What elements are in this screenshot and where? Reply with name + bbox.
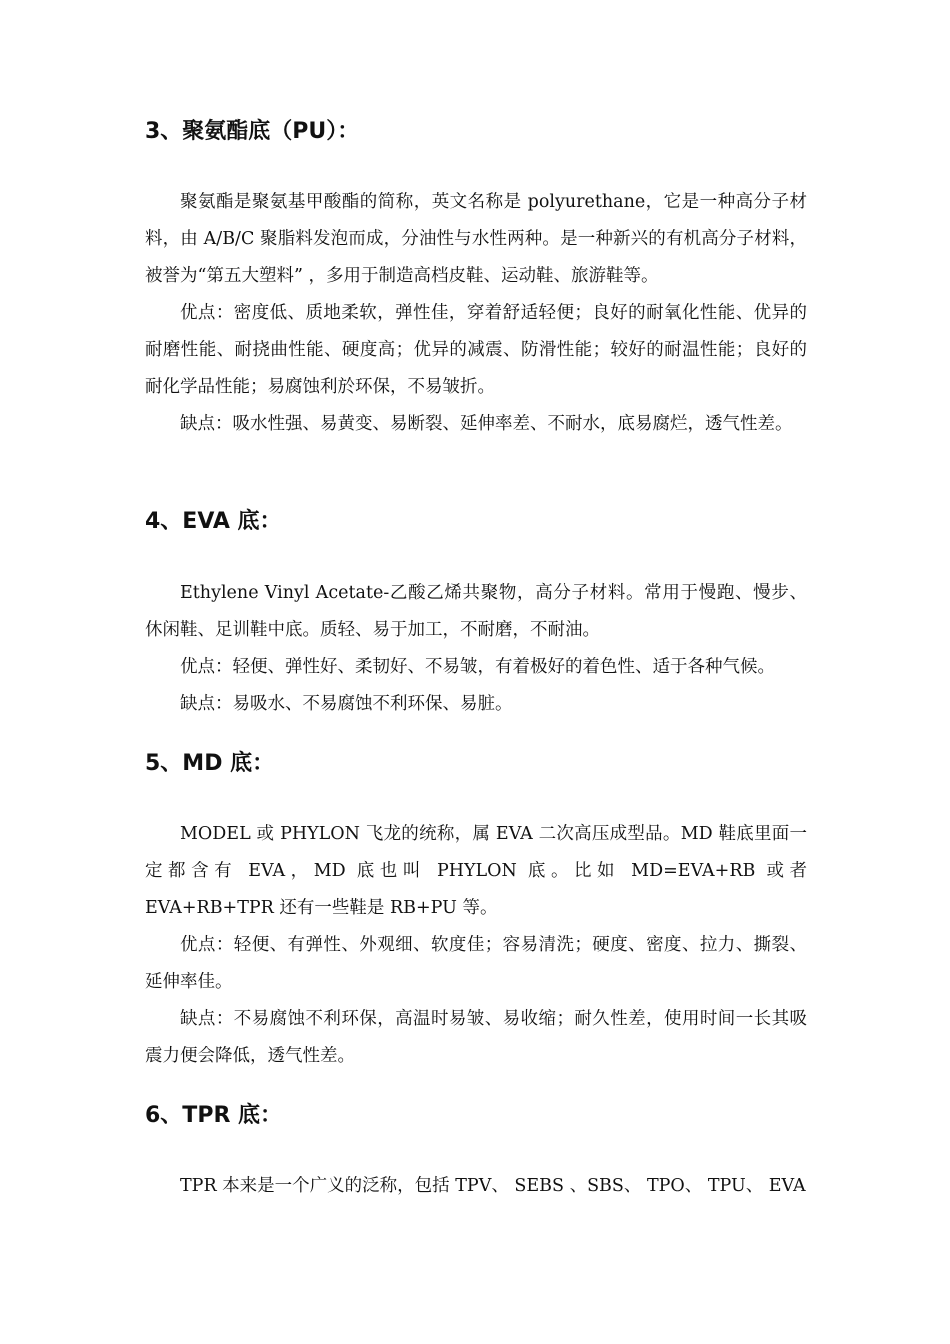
section-md-body: [145, 816, 807, 1075]
paragraph: MODEL 或 PHYLON 飞龙的统称，属 EVA 二次高压成型品。MD 鞋底里面一定都含有 EVA，MD 底也叫 PHYLON 底。比如 MD=EVA+RB 或者 EVA+RB+TPR 还有一些鞋是 RB+PU 等。: [145, 824, 807, 918]
paragraph: 优点：密度低、质地柔软，弹性佳，穿着舒适轻便；良好的耐氧化性能、优异的耐磨性能、耐挠曲性能、硬度高；优异的减震、防滑性能；较好的耐温性能；良好的耐化学品性能；易腐蚀利於环保，不易皱折。: [145, 303, 807, 397]
paragraph: 缺点：易吸水、不易腐蚀不利环保、易脏。: [180, 694, 513, 714]
section-eva: [145, 507, 807, 537]
paragraph: TPR 本来是一个广义的泛称，包括 TPV、 SEBS 、SBS、 TPO、 TPU、 EVA: [180, 1176, 806, 1196]
section-heading: 6、TPR 底：: [145, 1103, 283, 1128]
section-tpr: [145, 1101, 807, 1131]
paragraph: 聚氨酯是聚氨基甲酸酯的简称，英文名称是 polyurethane，它是一种高分子材料，由 A/B/C 聚脂料发泡而成，分油性与水性两种。是一种新兴的有机高分子材料，被誉为“第五大塑料” ，多用于制造高档皮鞋、运动鞋、旅游鞋等。: [145, 192, 807, 286]
section-tpr-body: [145, 1168, 807, 1205]
section-heading: 5、MD 底：: [145, 751, 275, 776]
section-heading: 3、聚氨酯底（PU）：: [145, 119, 360, 144]
section-heading: 4、EVA 底：: [145, 509, 282, 534]
section-md: [145, 749, 807, 779]
paragraph: 优点：轻便、弹性好、柔韧好、不易皱，有着极好的着色性、适于各种气候。: [180, 657, 775, 677]
section-pu: [145, 117, 807, 147]
paragraph: 缺点：吸水性强、易黄变、易断裂、延伸率差、不耐水，底易腐烂，透气性差。: [180, 414, 793, 434]
section-pu-body: [145, 184, 807, 443]
paragraph: 缺点：不易腐蚀不利环保，高温时易皱、易收缩；耐久性差，使用时间一长其吸震力便会降低，透气性差。: [145, 1009, 807, 1066]
paragraph: 优点：轻便、有弹性、外观细、软度佳；容易清洗；硬度、密度、拉力、撕裂、延伸率佳。: [145, 935, 807, 992]
paragraph: Ethylene Vinyl Acetate-乙酸乙烯共聚物，高分子材料。常用于慢跑、慢步、休闲鞋、足训鞋中底。质轻、易于加工，不耐磨，不耐油。: [145, 583, 807, 640]
section-eva-body: [145, 575, 807, 723]
